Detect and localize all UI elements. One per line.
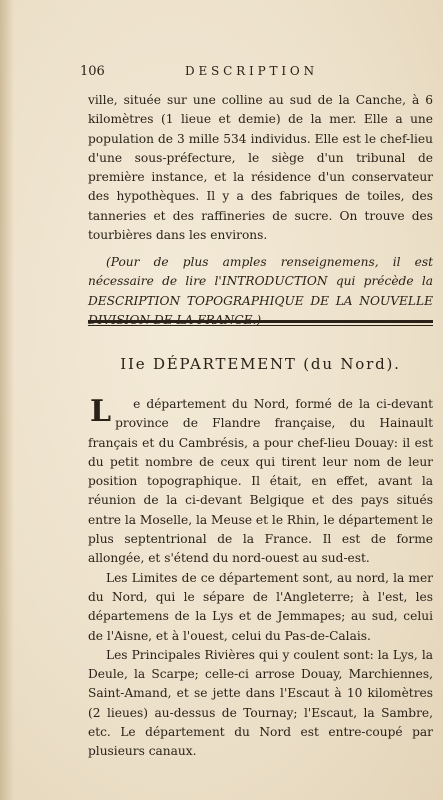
paragraph-1-text: e département du Nord, formé de la ci-devant province de Flandre française, du Hainault français et du Cambrésis, a pour chef-lieu Douay: il est du petit nombre de ceux qui tirent leur nom de leur position topographique. Il était, en effet, avant la réunion de la ci-devant Belgique et des pays situés entre la Moselle, la Meuse et le Rhin, le département le plus septentrional de la France. Il est de forme allongée, et s'étend du nord-ouest au sud-est. bbox=[88, 397, 433, 566]
paragraph: ville, située sur une colline au sud de la Canche, à 6 kilomètres (1 lieue et demie) de la mer. Elle a une population de 3 mille 534 individus. Elle est le chef-lieu d'une sous-préfecture, le siège d'un tribunal de première instance, et la résidence d'un conservateur des hypothèques. Il y a des fabriques de toiles, des tanneries et des raffineries de sucre. On trouve des tourbières dans les environs. bbox=[88, 93, 433, 243]
page-number: 106 bbox=[80, 64, 105, 79]
section-divider bbox=[88, 320, 433, 323]
section-divider-thin bbox=[88, 325, 433, 326]
note-paragraph: (Pour de plus amples renseignemens, il est nécessaire de lire l'INTRODUCTION qui précède la DESCRIPTION TOPOGRAPHIQUE DE LA NOUVELLE bbox=[88, 255, 433, 308]
running-head: DESCRIPTION bbox=[185, 64, 318, 78]
paragraph-2: Les Limites de ce département sont, au nord, la mer du Nord, qui le sépare de l'Angleterre; à l'est, les départemens de la Lys et de Jemmapes; au sud, celui de l'Aisne, et à l'ouest, celui du Pas-de-Calais. bbox=[88, 570, 433, 643]
section-title: IIe DÉPARTEMENT (du Nord). bbox=[120, 355, 401, 373]
paragraph-1 bbox=[88, 395, 433, 569]
paragraph-3: Les Principales Rivières qui y coulent sont: la Lys, la Deule, la Scarpe; celle-ci arrose Douay, Marchiennes, Saint-Amand, et se jette dans l'Escaut à 10 kilomètres (2 lieues) au-dessus de Tournay; l'Escaut, la Sambre, etc. Le département du Nord est entre-coupé par plusieurs canaux. bbox=[88, 647, 433, 759]
page-gutter-shadow bbox=[0, 0, 14, 800]
department-text bbox=[88, 395, 433, 762]
drop-cap: L bbox=[90, 394, 112, 429]
continuation-text bbox=[88, 91, 433, 245]
reference-note bbox=[88, 253, 433, 330]
